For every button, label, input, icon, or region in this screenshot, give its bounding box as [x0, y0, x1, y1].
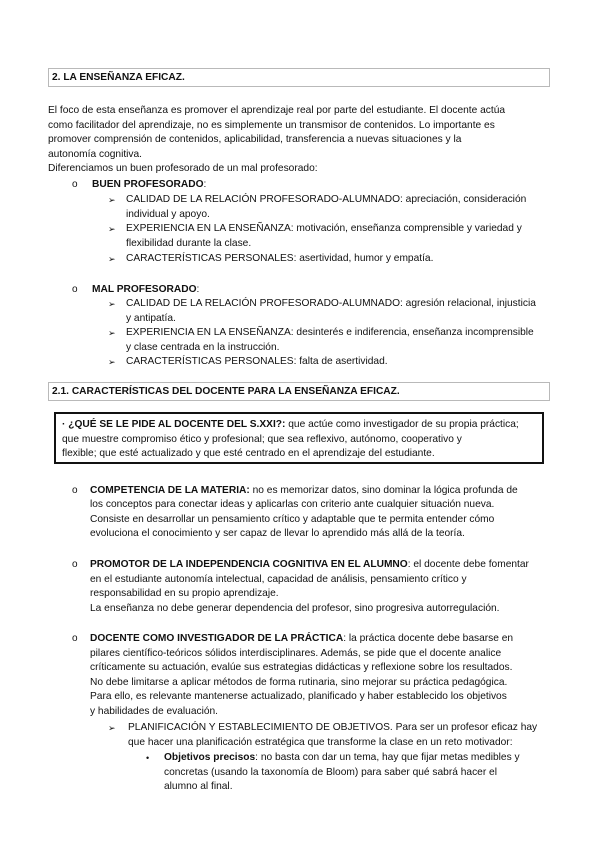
promotor-title: PROMOTOR DE LA INDEPENDENCIA COGNITIVA EN EL ALUMNO	[90, 559, 408, 570]
planificacion-item: PLANIFICACIÓN Y ESTABLECIMIENTO DE OBJETIVOS. Para ser un profesor eficaz hay que hacer una planificación estratégica que transforme la clase en un reto motivador:	[128, 722, 538, 748]
objetivos-item: Objetivos precisos: no basta con dar un tema, hay que fijar metas medibles y concretas (usando la taxonomía de Bloom) para saber qué sabrá hacer el alumno al final.	[164, 752, 520, 793]
investigador-block: DOCENTE COMO INVESTIGADOR DE LA PRÁCTICA: la práctica docente debe basarse en pilares científico-teóricos sólidos interdisciplinares. Además, se pide que el docente analice críticamente su actuación, evalúe sus estrategias didácticas y reflexione sobre los resultados. No debe limitarse a aplicar métodos de forma rutinaria, sino mejorar su práctica pedagógica. Para ello, es relevante mantenerse actualizado, planificado y haber establecido los objetivos y habilidades de evaluación.	[90, 633, 514, 717]
arrow-bullet-icon: ➢	[108, 254, 116, 264]
list-bullet-o: o	[72, 284, 78, 295]
arrow-bullet-icon: ➢	[108, 357, 116, 367]
investigador-title: DOCENTE COMO INVESTIGADOR DE LA PRÁCTICA	[90, 633, 344, 644]
mal-item: CALIDAD DE LA RELACIÓN PROFESORADO-ALUMNADO: agresión relacional, injusticia y antipatía.	[126, 298, 536, 324]
buen-item: EXPERIENCIA EN LA ENSEÑANZA: motivación, enseñanza comprensible y variedad y flexibilidad durante la clase.	[126, 223, 522, 249]
arrow-bullet-icon: ➢	[108, 328, 116, 338]
buen-item: CALIDAD DE LA RELACIÓN PROFESORADO-ALUMNADO: apreciación, consideración individual y apoyo.	[126, 194, 527, 220]
question-line: que muestre compromiso ético y profesional; que sea reflexivo, autónomo, cooperativo y	[62, 433, 462, 445]
question-line: · ¿QUÉ SE LE PIDE AL DOCENTE DEL S.XXI?: que actúe como investigador de su propia práctica;	[62, 419, 519, 430]
buen-item: CARACTERÍSTICAS PERSONALES: asertividad, humor y empatía.	[126, 253, 434, 264]
competencia-block: COMPETENCIA DE LA MATERIA: no es memorizar datos, sino dominar la lógica profunda de	[90, 485, 518, 496]
mal-item: EXPERIENCIA EN LA ENSEÑANZA: desinterés e indiferencia, enseñanza incomprensible y clase centrada en la instrucción.	[126, 327, 534, 353]
competencia-lines: los conceptos para conectar ideas y aplicarlas con criterio ante cualquier situación nueva. Consiste en desarrollar un pensamiento crítico y adaptable que te permita entender cómo evoluciona el conocimiento y ser capaz de llevar lo aprendido más allá de la teoría.	[90, 499, 495, 540]
intro-line: Diferenciamos un buen profesorado de un mal profesorado:	[48, 163, 318, 175]
intro-paragraph	[48, 104, 552, 177]
arrow-bullet-icon: ➢	[108, 195, 116, 205]
buen-profesorado-title: BUEN PROFESORADO:	[92, 179, 207, 190]
mal-item: CARACTERÍSTICAS PERSONALES: falta de asertividad.	[126, 356, 388, 367]
intro-line: autonomía cognitiva.	[48, 148, 143, 160]
question-line: flexible; que esté actualizado y que esté centrado en el aprendizaje del estudiante.	[62, 448, 435, 460]
mal-profesorado-title: MAL PROFESORADO:	[92, 284, 200, 295]
intro-line: promover comprensión de contenidos, aplicabilidad, transferencia a nuevas situaciones y la	[48, 134, 462, 146]
section-heading-ensenanza-eficaz: 2. LA ENSEÑANZA EFICAZ.	[48, 68, 550, 87]
objetivos-title: Objetivos precisos	[164, 752, 256, 763]
competencia-title: COMPETENCIA DE LA MATERIA:	[90, 485, 250, 496]
list-bullet-o: o	[72, 485, 78, 496]
section-heading-caracteristicas-docente: 2.1. CARACTERÍSTICAS DEL DOCENTE PARA LA ENSEÑANZA EFICAZ.	[48, 382, 550, 401]
list-bullet-o: o	[72, 559, 78, 570]
intro-line: como facilitador del aprendizaje, no es simplemente un transmisor de contenidos. Lo importante es	[48, 119, 495, 131]
promotor-block: PROMOTOR DE LA INDEPENDENCIA COGNITIVA EN EL ALUMNO: el docente debe fomentar en el estudiante autonomía intelectual, capacidad de análisis, pensamiento crítico y responsabilidad en su propio aprendizaje. La enseñanza no debe generar dependencia del profesor, sino progresiva autorregulación.	[90, 559, 529, 614]
arrow-bullet-icon: ➢	[108, 299, 116, 309]
question-box	[54, 412, 544, 464]
list-bullet-o: o	[72, 633, 78, 644]
dot-bullet-icon: •	[146, 753, 150, 763]
arrow-bullet-icon: ➢	[108, 224, 116, 234]
arrow-bullet-icon: ➢	[108, 723, 116, 733]
intro-line: El foco de esta enseñanza es promover el aprendizaje real por parte del estudiante. El docente actúa	[48, 105, 506, 116]
list-bullet-o: o	[72, 179, 78, 190]
